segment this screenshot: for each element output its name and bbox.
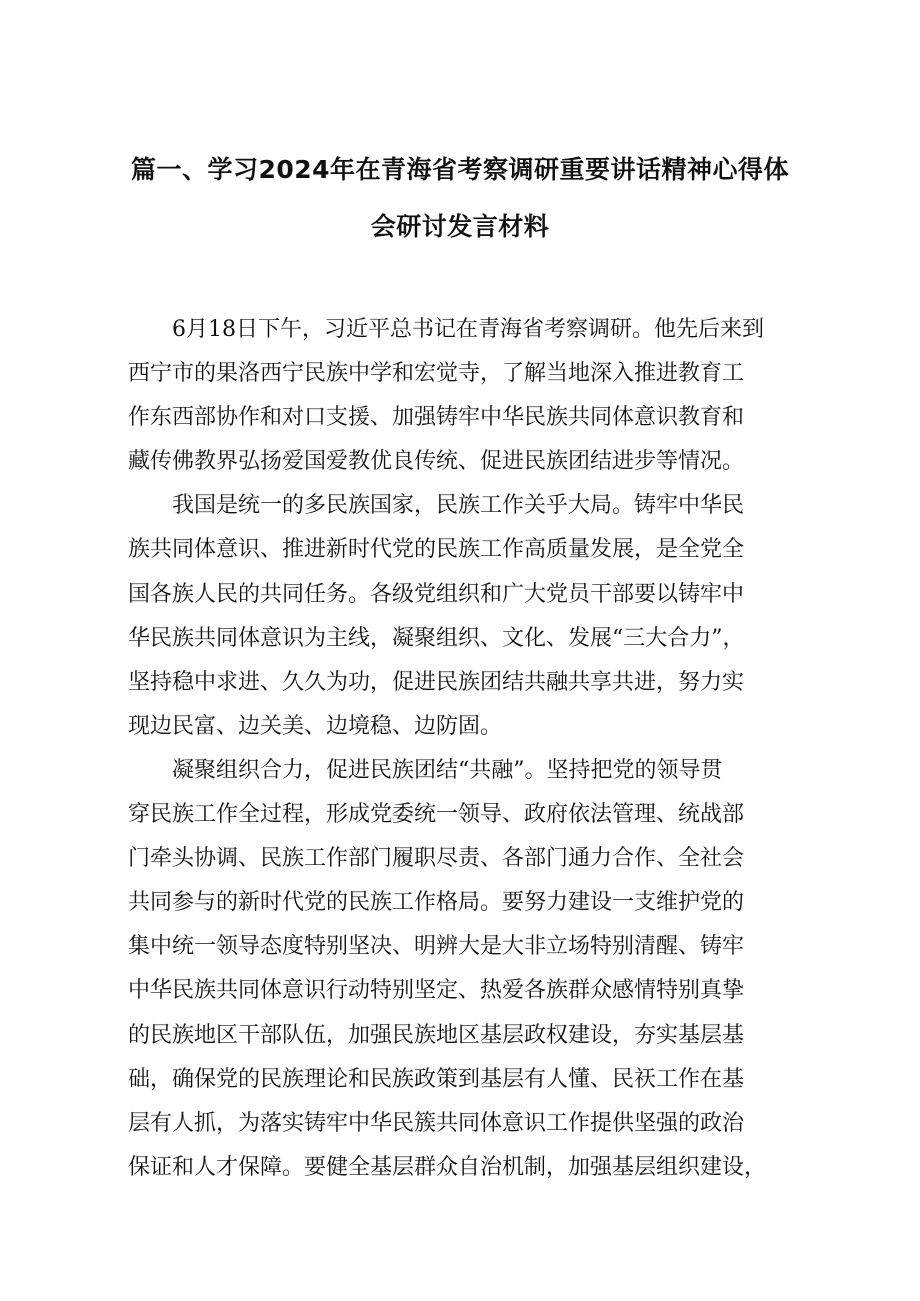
body-line: 础，确保党的民族理论和民族政策到基层有人懂、民祆工作在基 [128,1066,745,1092]
body-line: 现边民富、边关美、边境稳、边防固。 [128,713,503,739]
body-line: 我国是统一的多民族国家，民族工作关乎大局。铸牢中华民 [172,493,745,519]
body-line: 集中统一领导态度特别坚决、明辨大是大非立场特别清醒、铸牢 [128,934,745,960]
body-line: 层有人抓，为落实铸牢中华民簇共同体意识工作提供坚强的政治 [128,1110,745,1136]
body-line: 作东西部协作和对口支援、加强铸牢中华民族共同体意识教育和 [128,405,745,431]
body-line: 凝聚组织合力，促进民族团结“共融”。坚持把党的领导贯 [172,757,723,783]
body-line: 门牵头协调、民族工作部门履职尽责、各部门通力合作、全社会 [128,846,745,872]
body-line: 国各族人民的共同任务。各级党组织和广大党员干部要以铸牢中 [128,581,745,607]
body-line: 中华民族共同体意识行动特别坚定、热爱各族群众感情特别真挚 [128,978,745,1004]
body-line: 藏传佛教界弘扬爱国爱教优良传统、促进民族团结进步等情况。 [128,449,745,475]
document-title-line-2: 会研讨发言材料 [370,212,550,241]
body-line: 西宁市的果洛西宁民族中学和宏觉寺，了解当地深入推进教育工 [128,361,745,387]
body-line: 穿民族工作全过程，形成党委统一领导、政府依法管理、统战部 [128,802,745,828]
body-line: 华民族共同体意识为主线，凝聚组织、文化、发展“三大合力”， [128,625,745,651]
body-line: 共同参与的新时代党的民族工作格局。要努力建设一支维护党的 [128,890,745,916]
document-title-line-1: 篇一、学习2024年在青海省考察调研重要讲话精神心得体 [130,155,790,184]
body-line: 族共同体意识、推进新时代党的民族工作高质量发展，是全党全 [128,537,745,563]
body-line: 的民族地区干部队伍，加强民族地区基层政权建设，夯实基层基 [128,1022,745,1048]
body-line: 保证和人才保障。要健全基层群众自治机制，加强基层组织建设， [128,1154,767,1180]
body-line: 坚持稳中求进、久久为功，促进民族团结共融共享共进，努力实 [128,669,745,695]
body-line: 6月18日下午，习近平总书记在青海省考察调研。他先后来到 [172,317,764,342]
document-body [128,308,798,1190]
